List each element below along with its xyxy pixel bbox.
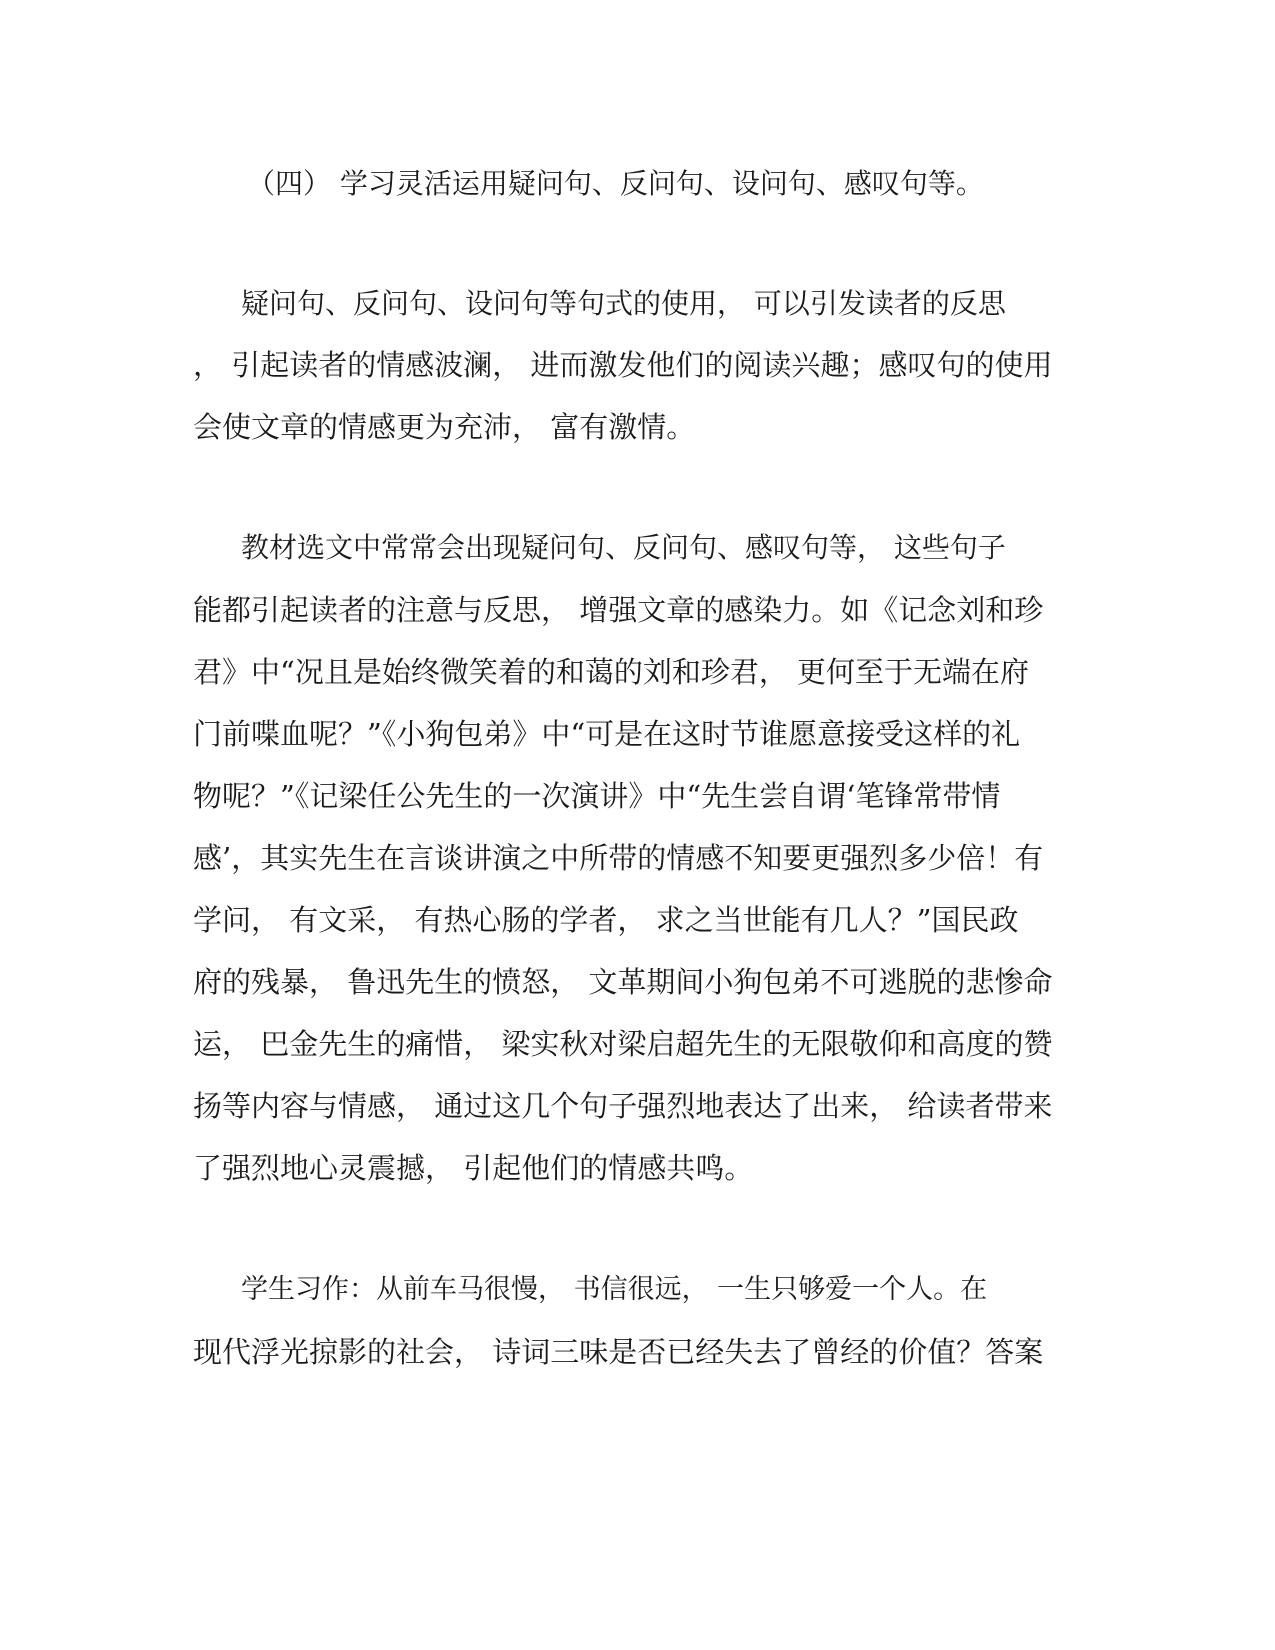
paragraph-2-line-10: 扬等内容与情感， 通过这几个句子强烈地表达了出来， 给读者带来 [193,1089,1053,1123]
paragraph-1-line-1: 疑问句、反问句、设问句等句式的使用， 可以引发读者的反思 [241,287,1006,320]
paragraph-3-line-2: 现代浮光掠影的社会， 诗词三味是否已经失去了曾经的价值？答案 [193,1335,1044,1369]
paragraph-2-line-2: 能都引起读者的注意与反思， 增强文章的感染力。如《记念刘和珍 [193,593,1044,627]
paragraph-2-line-9: 运， 巴金先生的痛惜， 梁实秋对梁启超先生的无限敬仰和高度的赞 [193,1027,1053,1061]
paragraph-1-line-2: ， 引起读者的情感波澜， 进而激发他们的阅读兴趣；感叹句的使用 [193,348,1053,382]
paragraph-2-line-5: 物呢？”《记梁任公先生的一次演讲》中“先生尝自谓‘笔锋常带情 [193,779,1001,813]
paragraph-2-line-7: 学问， 有文采， 有热心肠的学者， 求之当世能有几人？”国民政 [193,903,1019,937]
paragraph-3-line-1: 学生习作：从前车马很慢， 书信很远， 一生只够爱一个人。在 [241,1274,988,1305]
paragraph-2-line-3: 君》中“况且是始终微笑着的和蔼的刘和珍君， 更何至于无端在府 [193,655,1030,689]
paragraph-2-line-11: 了强烈地心灵震撼， 引起他们的情感共鸣。 [193,1151,754,1185]
paragraph-1-line-3: 会使文章的情感更为充沛， 富有激情。 [193,410,696,444]
paragraph-2-line-1: 教材选文中常常会出现疑问句、反问句、感叹句等， 这些句子 [241,531,1006,564]
section-heading: （四） 学习灵活运用疑问句、反问句、设问句、感叹句等。 [247,167,984,200]
paragraph-2-line-6: 感’，其实先生在言谈讲演之中所带的情感不知要更强烈多少倍！有 [193,841,1044,875]
paragraph-2-line-4: 门前喋血呢？”《小狗包弟》中“可是在这时节谁愿意接受这样的礼 [193,717,1021,751]
paragraph-2-line-8: 府的残暴， 鲁迅先生的愤怒， 文革期间小狗包弟不可逃脱的悲惨命 [193,965,1053,999]
